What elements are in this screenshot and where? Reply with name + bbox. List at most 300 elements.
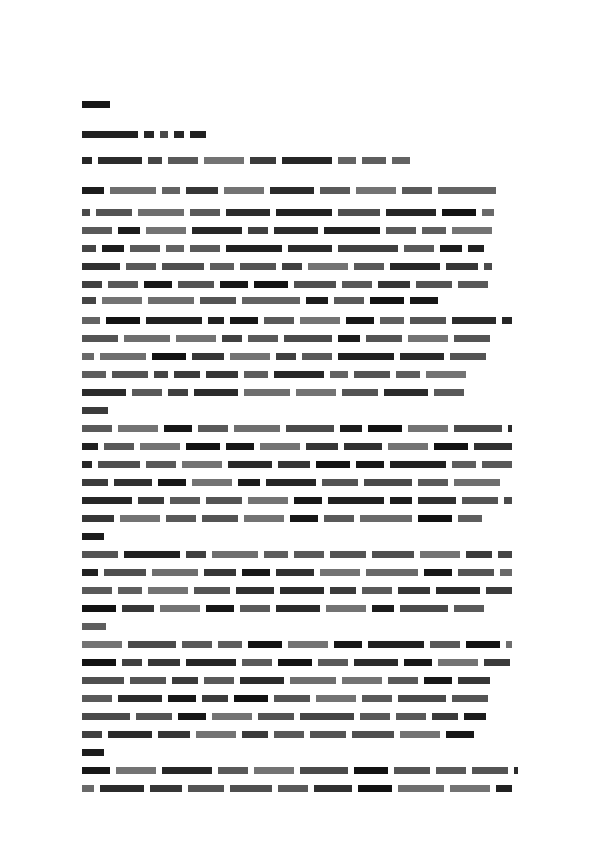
word-glyph xyxy=(204,569,236,576)
word-glyph xyxy=(320,187,350,194)
word-glyph xyxy=(160,131,168,138)
word-glyph xyxy=(320,569,360,576)
word-glyph xyxy=(266,479,316,486)
word-glyph xyxy=(82,101,110,108)
word-glyph xyxy=(278,461,310,468)
word-glyph xyxy=(338,209,380,216)
word-glyph xyxy=(126,263,156,270)
word-glyph xyxy=(186,551,206,558)
word-glyph xyxy=(408,425,448,432)
word-glyph xyxy=(236,587,274,594)
word-glyph xyxy=(290,677,336,684)
word-glyph xyxy=(242,569,270,576)
word-glyph xyxy=(152,569,198,576)
word-glyph xyxy=(404,659,432,666)
word-glyph xyxy=(82,263,120,270)
word-glyph xyxy=(296,389,336,396)
word-glyph xyxy=(234,425,280,432)
word-glyph xyxy=(282,157,332,164)
word-glyph xyxy=(426,371,466,378)
word-glyph xyxy=(452,461,476,468)
word-glyph xyxy=(362,695,392,702)
word-glyph xyxy=(100,785,144,792)
word-glyph xyxy=(160,605,200,612)
word-glyph xyxy=(224,187,264,194)
word-glyph xyxy=(372,551,414,558)
word-glyph xyxy=(148,297,194,304)
word-glyph xyxy=(338,245,398,252)
word-glyph xyxy=(162,187,180,194)
word-glyph xyxy=(276,353,296,360)
word-glyph xyxy=(164,425,192,432)
word-glyph xyxy=(278,785,308,792)
word-glyph xyxy=(324,515,354,522)
word-glyph xyxy=(396,713,426,720)
word-glyph xyxy=(314,785,352,792)
word-glyph xyxy=(82,677,124,684)
word-glyph xyxy=(150,785,182,792)
word-glyph xyxy=(334,297,364,304)
word-glyph xyxy=(254,281,288,288)
word-glyph xyxy=(342,389,378,396)
word-glyph xyxy=(432,713,458,720)
word-glyph xyxy=(436,587,480,594)
word-glyph xyxy=(390,263,440,270)
word-glyph xyxy=(82,245,96,252)
word-glyph xyxy=(250,157,276,164)
word-glyph xyxy=(386,227,416,234)
word-glyph xyxy=(140,443,180,450)
word-glyph xyxy=(294,551,324,558)
word-glyph xyxy=(366,335,402,342)
word-glyph xyxy=(82,281,102,288)
word-glyph xyxy=(82,389,126,396)
word-glyph xyxy=(446,263,478,270)
word-glyph xyxy=(440,245,462,252)
word-glyph xyxy=(192,353,224,360)
word-glyph xyxy=(96,209,132,216)
word-glyph xyxy=(244,389,290,396)
word-glyph xyxy=(104,443,134,450)
word-glyph xyxy=(192,227,242,234)
word-glyph xyxy=(222,335,242,342)
word-glyph xyxy=(466,641,500,648)
word-glyph xyxy=(442,209,476,216)
word-glyph xyxy=(300,713,354,720)
word-glyph xyxy=(462,497,498,504)
word-glyph xyxy=(260,443,300,450)
word-glyph xyxy=(398,785,444,792)
word-glyph xyxy=(138,497,164,504)
word-glyph xyxy=(186,443,220,450)
word-glyph xyxy=(342,677,382,684)
word-glyph xyxy=(330,551,366,558)
word-glyph xyxy=(330,371,348,378)
word-glyph xyxy=(82,785,94,792)
word-glyph xyxy=(324,227,380,234)
word-glyph xyxy=(102,297,142,304)
word-glyph xyxy=(484,263,492,270)
word-glyph xyxy=(356,461,384,468)
word-glyph xyxy=(242,731,268,738)
word-glyph xyxy=(238,479,260,486)
word-glyph xyxy=(242,297,300,304)
word-glyph xyxy=(484,659,510,666)
word-glyph xyxy=(170,497,200,504)
word-glyph xyxy=(346,317,374,324)
word-glyph xyxy=(258,713,294,720)
word-glyph xyxy=(506,641,512,648)
word-glyph xyxy=(228,461,272,468)
word-glyph xyxy=(230,317,258,324)
word-glyph xyxy=(146,227,186,234)
word-glyph xyxy=(398,695,446,702)
word-glyph xyxy=(322,479,358,486)
word-glyph xyxy=(82,371,106,378)
word-glyph xyxy=(148,587,188,594)
word-glyph xyxy=(450,353,486,360)
word-glyph xyxy=(420,551,460,558)
word-glyph xyxy=(182,461,222,468)
word-glyph xyxy=(454,605,484,612)
word-glyph xyxy=(284,335,332,342)
word-glyph xyxy=(416,281,452,288)
word-glyph xyxy=(240,263,276,270)
word-glyph xyxy=(104,569,146,576)
word-glyph xyxy=(370,297,404,304)
word-glyph xyxy=(300,317,340,324)
word-glyph xyxy=(380,317,404,324)
word-glyph xyxy=(174,131,184,138)
word-glyph xyxy=(182,641,212,648)
word-glyph xyxy=(362,157,386,164)
word-glyph xyxy=(128,641,176,648)
word-glyph xyxy=(276,605,320,612)
word-glyph xyxy=(202,695,228,702)
word-glyph xyxy=(326,605,366,612)
word-glyph xyxy=(498,551,512,558)
word-glyph xyxy=(82,407,108,414)
word-glyph xyxy=(82,515,114,522)
word-glyph xyxy=(82,461,92,468)
word-glyph xyxy=(274,227,318,234)
word-glyph xyxy=(168,157,198,164)
word-glyph xyxy=(274,695,310,702)
word-glyph xyxy=(234,695,268,702)
word-glyph xyxy=(192,479,232,486)
word-glyph xyxy=(162,263,204,270)
word-glyph xyxy=(168,389,188,396)
word-glyph xyxy=(508,425,512,432)
word-glyph xyxy=(264,317,294,324)
word-glyph xyxy=(138,209,184,216)
word-glyph xyxy=(230,353,270,360)
word-glyph xyxy=(124,551,180,558)
word-glyph xyxy=(398,587,430,594)
word-glyph xyxy=(482,209,494,216)
word-glyph xyxy=(384,389,428,396)
word-glyph xyxy=(472,767,508,774)
word-glyph xyxy=(344,443,382,450)
word-glyph xyxy=(424,569,452,576)
word-glyph xyxy=(212,713,252,720)
word-glyph xyxy=(82,731,102,738)
word-glyph xyxy=(390,497,412,504)
word-glyph xyxy=(82,749,104,756)
word-glyph xyxy=(82,623,106,630)
word-glyph xyxy=(82,425,112,432)
word-glyph xyxy=(504,497,512,504)
word-glyph xyxy=(174,371,200,378)
word-glyph xyxy=(82,713,130,720)
word-glyph xyxy=(310,731,346,738)
word-glyph xyxy=(82,317,100,324)
word-glyph xyxy=(118,425,158,432)
word-glyph xyxy=(244,515,284,522)
word-glyph xyxy=(464,713,486,720)
word-glyph xyxy=(82,659,116,666)
word-glyph xyxy=(82,187,104,194)
word-glyph xyxy=(206,497,242,504)
word-glyph xyxy=(458,677,490,684)
word-glyph xyxy=(514,767,518,774)
word-glyph xyxy=(226,443,254,450)
word-glyph xyxy=(364,479,412,486)
word-glyph xyxy=(372,605,394,612)
word-glyph xyxy=(400,353,444,360)
word-glyph xyxy=(294,281,336,288)
word-glyph xyxy=(354,263,384,270)
word-glyph xyxy=(342,281,372,288)
word-glyph xyxy=(200,297,236,304)
word-glyph xyxy=(282,263,302,270)
word-glyph xyxy=(454,335,490,342)
word-glyph xyxy=(82,335,118,342)
word-glyph xyxy=(276,569,314,576)
word-glyph xyxy=(204,677,234,684)
word-glyph xyxy=(454,425,502,432)
word-glyph xyxy=(122,659,142,666)
word-glyph xyxy=(446,731,474,738)
word-glyph xyxy=(248,227,268,234)
word-glyph xyxy=(82,587,112,594)
word-glyph xyxy=(218,767,248,774)
word-glyph xyxy=(418,497,456,504)
word-glyph xyxy=(202,515,238,522)
word-glyph xyxy=(338,353,394,360)
word-glyph xyxy=(264,551,288,558)
word-glyph xyxy=(98,461,140,468)
word-glyph xyxy=(194,587,230,594)
word-glyph xyxy=(288,245,332,252)
word-glyph xyxy=(106,317,140,324)
word-glyph xyxy=(130,245,160,252)
word-glyph xyxy=(82,767,110,774)
word-glyph xyxy=(438,187,496,194)
word-glyph xyxy=(82,131,138,138)
word-glyph xyxy=(430,641,460,648)
word-glyph xyxy=(396,371,420,378)
word-glyph xyxy=(434,389,464,396)
word-glyph xyxy=(306,443,338,450)
word-glyph xyxy=(302,353,332,360)
word-glyph xyxy=(172,677,198,684)
word-glyph xyxy=(316,461,350,468)
word-glyph xyxy=(338,335,360,342)
word-glyph xyxy=(474,443,512,450)
word-glyph xyxy=(218,641,242,648)
word-glyph xyxy=(400,731,440,738)
word-glyph xyxy=(82,443,98,450)
word-glyph xyxy=(110,187,156,194)
word-glyph xyxy=(378,281,410,288)
word-glyph xyxy=(108,731,152,738)
word-glyph xyxy=(394,767,430,774)
word-glyph xyxy=(424,677,452,684)
word-glyph xyxy=(178,713,206,720)
word-glyph xyxy=(404,245,434,252)
word-glyph xyxy=(98,157,142,164)
word-glyph xyxy=(144,281,172,288)
word-glyph xyxy=(280,587,324,594)
word-glyph xyxy=(328,497,384,504)
word-glyph xyxy=(352,731,394,738)
word-glyph xyxy=(226,209,270,216)
word-glyph xyxy=(278,659,312,666)
word-glyph xyxy=(254,767,294,774)
word-glyph xyxy=(248,641,282,648)
word-glyph xyxy=(196,731,236,738)
word-glyph xyxy=(438,659,478,666)
word-glyph xyxy=(386,209,436,216)
word-glyph xyxy=(458,569,494,576)
word-glyph xyxy=(190,209,220,216)
word-glyph xyxy=(466,551,492,558)
word-glyph xyxy=(148,659,180,666)
word-glyph xyxy=(166,245,184,252)
word-glyph xyxy=(82,497,132,504)
word-glyph xyxy=(120,515,160,522)
word-glyph xyxy=(316,695,356,702)
word-glyph xyxy=(306,297,328,304)
word-glyph xyxy=(366,569,418,576)
word-glyph xyxy=(226,245,282,252)
word-glyph xyxy=(82,533,104,540)
word-glyph xyxy=(452,695,488,702)
word-glyph xyxy=(408,335,448,342)
word-glyph xyxy=(108,281,138,288)
word-glyph xyxy=(186,187,218,194)
word-glyph xyxy=(450,785,490,792)
word-glyph xyxy=(294,497,322,504)
word-glyph xyxy=(318,659,348,666)
word-glyph xyxy=(168,695,196,702)
word-glyph xyxy=(248,497,288,504)
word-glyph xyxy=(82,209,90,216)
word-glyph xyxy=(338,157,356,164)
word-glyph xyxy=(400,605,448,612)
word-glyph xyxy=(308,263,348,270)
word-glyph xyxy=(340,425,362,432)
word-glyph xyxy=(154,371,168,378)
word-glyph xyxy=(82,569,98,576)
word-glyph xyxy=(132,389,162,396)
word-glyph xyxy=(82,157,92,164)
word-glyph xyxy=(212,551,258,558)
word-glyph xyxy=(390,461,446,468)
word-glyph xyxy=(152,353,186,360)
word-glyph xyxy=(158,479,186,486)
word-glyph xyxy=(186,659,236,666)
word-glyph xyxy=(330,587,356,594)
word-glyph xyxy=(198,425,228,432)
word-glyph xyxy=(158,731,190,738)
word-glyph xyxy=(82,479,108,486)
word-glyph xyxy=(368,641,424,648)
word-glyph xyxy=(452,317,496,324)
word-glyph xyxy=(334,641,362,648)
word-glyph xyxy=(300,767,348,774)
word-glyph xyxy=(190,245,220,252)
word-glyph xyxy=(210,263,234,270)
word-glyph xyxy=(356,187,396,194)
word-glyph xyxy=(274,371,324,378)
word-glyph xyxy=(248,335,278,342)
word-glyph xyxy=(178,281,214,288)
word-glyph xyxy=(388,443,428,450)
word-glyph xyxy=(204,157,244,164)
word-glyph xyxy=(122,605,154,612)
word-glyph xyxy=(392,157,410,164)
word-glyph xyxy=(458,281,488,288)
word-glyph xyxy=(496,785,512,792)
word-glyph xyxy=(188,785,224,792)
word-glyph xyxy=(114,479,152,486)
word-glyph xyxy=(144,131,154,138)
word-glyph xyxy=(354,767,388,774)
word-glyph xyxy=(130,677,166,684)
word-glyph xyxy=(240,605,270,612)
word-glyph xyxy=(276,209,332,216)
word-glyph xyxy=(82,297,96,304)
word-glyph xyxy=(358,785,392,792)
word-glyph xyxy=(136,713,172,720)
word-glyph xyxy=(176,335,216,342)
word-glyph xyxy=(206,371,238,378)
word-glyph xyxy=(102,245,124,252)
word-glyph xyxy=(208,317,224,324)
word-glyph xyxy=(422,227,446,234)
word-glyph xyxy=(270,187,314,194)
word-glyph xyxy=(244,371,268,378)
word-glyph xyxy=(162,767,212,774)
word-glyph xyxy=(502,317,512,324)
word-glyph xyxy=(82,353,94,360)
word-glyph xyxy=(452,227,492,234)
word-glyph xyxy=(486,587,512,594)
word-glyph xyxy=(402,187,432,194)
word-glyph xyxy=(368,425,402,432)
word-glyph xyxy=(190,131,206,138)
word-glyph xyxy=(410,317,446,324)
word-glyph xyxy=(482,461,512,468)
word-glyph xyxy=(240,677,284,684)
word-glyph xyxy=(286,425,334,432)
word-glyph xyxy=(82,551,118,558)
word-glyph xyxy=(388,677,418,684)
word-glyph xyxy=(82,227,112,234)
word-glyph xyxy=(100,353,146,360)
